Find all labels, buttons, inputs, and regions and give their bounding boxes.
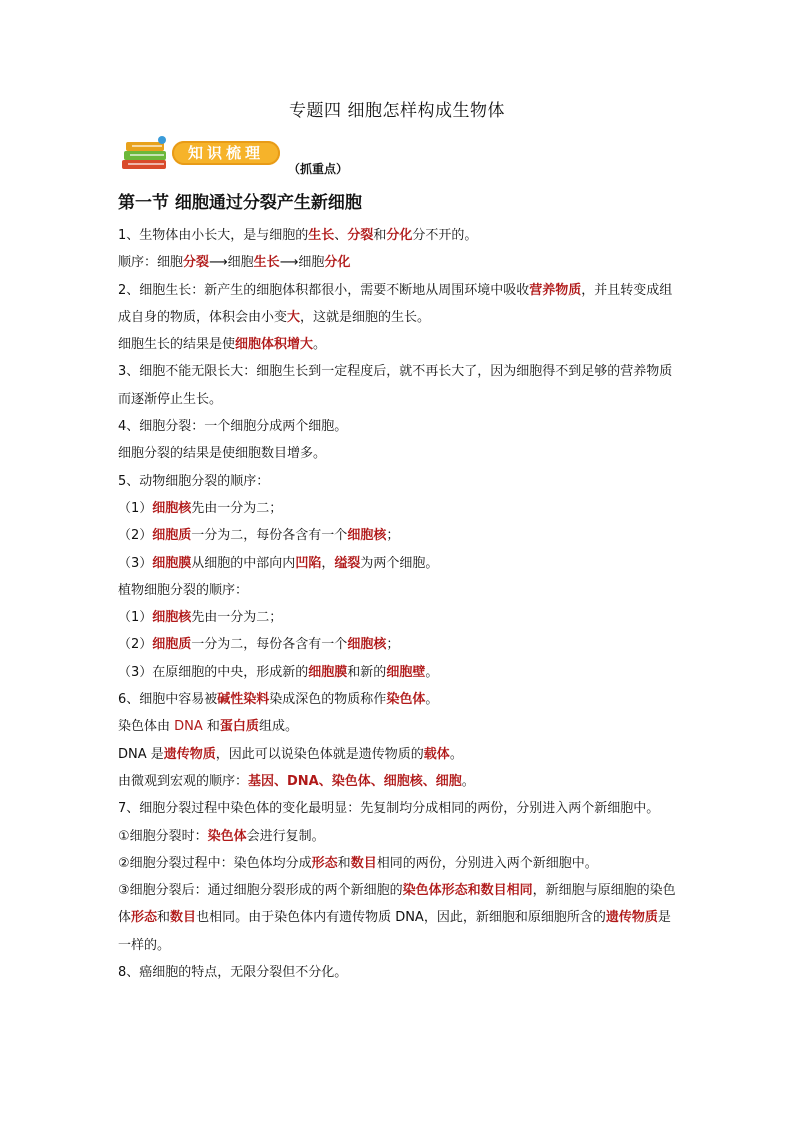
body-text: ，并且转变成组成自身的物质，体积会由小变	[118, 282, 673, 325]
highlight-text: DNA	[174, 719, 203, 735]
content-line	[118, 823, 678, 850]
highlight-text: 生长	[253, 255, 280, 271]
body-text: 、	[334, 228, 348, 243]
highlight-text: 凹陷	[295, 555, 322, 571]
body-text: 。	[449, 746, 463, 762]
body-text: （2）	[118, 637, 153, 653]
highlight-text: 营养物质	[529, 282, 582, 298]
highlight-text: 蛋白质	[219, 719, 259, 735]
body-text: 染成深色的物质称作	[269, 692, 387, 708]
body-text: （3）在原细胞的中央，形成新的	[118, 664, 309, 680]
body-text: ；	[386, 637, 400, 653]
body-text: 和	[337, 855, 351, 871]
body-text: 细胞分裂的结果是使细胞数目增多。	[118, 446, 327, 462]
body-text: 组成。	[258, 719, 298, 735]
body-text: DNA 是	[118, 746, 164, 762]
content-line	[118, 249, 678, 276]
badge-label: 知识梳理	[172, 141, 280, 165]
body-text: 。	[313, 337, 327, 353]
content-line	[118, 522, 678, 549]
highlight-text: 碱性染料	[217, 692, 270, 708]
body-text: 3、细胞不能无限长大：细胞生长到一定程度后，就不再长大了，因为细胞得不到足够的营养物质而逐渐停止生长。	[118, 364, 673, 407]
body-text: 染色体由	[118, 719, 175, 735]
body-text: 先由一分为二；	[191, 610, 283, 626]
body-text: ，新细胞与原细胞的染色体	[118, 883, 676, 926]
content-line	[118, 850, 678, 877]
body-text: 一分为二，每份各含有一个	[191, 528, 348, 544]
body-text: 细胞生长的结果是使	[118, 337, 236, 353]
highlight-text: 细胞核	[152, 610, 192, 626]
body-text: 2、细胞生长：新产生的细胞体积都很小，需要不断地从周围环境中吸收	[118, 282, 530, 298]
highlight-text: 分化	[324, 255, 351, 271]
body-text: ；	[386, 528, 400, 544]
body-text: 。	[461, 773, 475, 789]
body-text: 为两个细胞。	[360, 555, 439, 571]
highlight-text: 遗传物质	[605, 910, 658, 926]
highlight-text: 分裂	[347, 228, 374, 243]
content-line	[118, 659, 678, 686]
content-line	[118, 741, 678, 768]
content-line	[118, 358, 678, 413]
body-text: 。	[425, 664, 439, 680]
body-text: 6、细胞中容易被	[118, 692, 218, 708]
body-text: （1）	[118, 500, 153, 516]
body-text: 和	[202, 719, 220, 735]
content-line	[118, 604, 678, 631]
books-icon	[118, 134, 174, 174]
content-line	[118, 277, 678, 332]
highlight-text: 形态	[311, 855, 338, 871]
highlight-text: 染色体	[386, 692, 426, 708]
body-text: 先由一分为二；	[191, 500, 283, 516]
body-text: ③细胞分裂后：通过细胞分裂形成的两个新细胞的	[118, 883, 403, 899]
highlight-text: 形态	[131, 910, 158, 926]
body-text: 分不开的。	[412, 228, 478, 243]
body-text: 7、细胞分裂过程中染色体的变化最明显：先复制均分成相同的两份，分别进入两个新细胞中。	[118, 801, 660, 817]
page-title: 专题四 细胞怎样构成生物体	[289, 101, 505, 121]
highlight-text: 分裂	[183, 255, 210, 271]
body-text: 由微观到宏观的顺序：	[118, 773, 249, 789]
content-line	[118, 495, 678, 522]
highlight-text: 染色体形态和数目相同	[402, 883, 533, 899]
content-line	[118, 768, 678, 795]
highlight-text: 细胞膜	[308, 664, 348, 680]
body-text: 和	[157, 910, 171, 926]
highlight-text: 数目	[170, 910, 197, 926]
content-line	[118, 577, 678, 604]
body-text: ，因此可以说染色体就是遗传物质的	[215, 746, 424, 762]
highlight-text: 缢裂	[334, 555, 361, 571]
highlight-text: 载体	[423, 746, 450, 762]
highlight-text: 细胞膜	[152, 555, 192, 571]
body-text: 顺序：细胞	[118, 255, 184, 271]
body-text: 5、动物细胞分裂的顺序：	[118, 473, 270, 489]
content-line	[118, 713, 678, 740]
highlight-text: 遗传物质	[163, 746, 216, 762]
content-line	[118, 331, 678, 358]
highlight-text: 细胞体积增大	[235, 337, 314, 353]
body-text: 会进行复制。	[246, 828, 325, 844]
body-text: （1）	[118, 610, 153, 626]
body-text: ，	[321, 555, 335, 571]
highlight-text: 大	[287, 309, 301, 325]
body-text: 和	[373, 228, 387, 243]
sub-note: （抓重点）	[288, 162, 349, 176]
highlight-text: 细胞核	[347, 637, 387, 653]
highlight-text: 细胞质	[152, 528, 192, 544]
content-line	[118, 686, 678, 713]
highlight-text: 数目	[350, 855, 377, 871]
body-text: 从细胞的中部向内	[191, 555, 296, 571]
body-text: ⟶细胞	[209, 255, 254, 271]
body-text: （2）	[118, 528, 153, 544]
highlight-text: 细胞质	[152, 637, 192, 653]
body-text: 。	[425, 692, 439, 708]
content-line	[118, 877, 678, 959]
body-text: 一分为二，每份各含有一个	[191, 637, 348, 653]
body-text: 4、细胞分裂：一个细胞分成两个细胞。	[118, 419, 348, 435]
content-line	[118, 222, 678, 249]
highlight-text: 分化	[386, 228, 413, 243]
highlight-text: 染色体	[207, 828, 247, 844]
body-text: 1、生物体由小长大，是与细胞的	[118, 228, 309, 243]
section-title: 第一节 细胞通过分裂产生新细胞	[118, 193, 362, 213]
highlight-text: 基因、DNA、染色体、细胞核、细胞	[248, 773, 462, 789]
body-text: ②细胞分裂过程中：染色体均分成	[118, 855, 312, 871]
body-text: 8、癌细胞的特点，无限分裂但不分化。	[118, 965, 348, 981]
content-line	[118, 795, 678, 822]
body-text: 相同的两份，分别进入两个新细胞中。	[376, 855, 598, 871]
highlight-text: 细胞核	[347, 528, 387, 544]
content-line	[118, 959, 678, 986]
body-text: ①细胞分裂时：	[118, 828, 208, 844]
body-text: 和新的	[347, 664, 387, 680]
content-line	[118, 550, 678, 577]
highlight-text: 细胞核	[152, 500, 192, 516]
highlight-text: 细胞壁	[386, 664, 426, 680]
body-text: 是一样的。	[118, 910, 671, 953]
highlight-text: 生长	[308, 228, 335, 243]
body-text: ⟶细胞	[279, 255, 325, 271]
content-body	[118, 222, 678, 986]
content-line	[118, 631, 678, 658]
knowledge-badge	[118, 132, 286, 176]
body-text: 植物细胞分裂的顺序：	[118, 582, 249, 598]
body-text: （3）	[118, 555, 153, 571]
body-text: 也相同。由于染色体内有遗传物质 DNA，因此，新细胞和原细胞所含的	[196, 910, 606, 926]
content-line	[118, 468, 678, 495]
body-text: ，这就是细胞的生长。	[300, 309, 431, 325]
content-line	[118, 440, 678, 467]
content-line	[118, 413, 678, 440]
